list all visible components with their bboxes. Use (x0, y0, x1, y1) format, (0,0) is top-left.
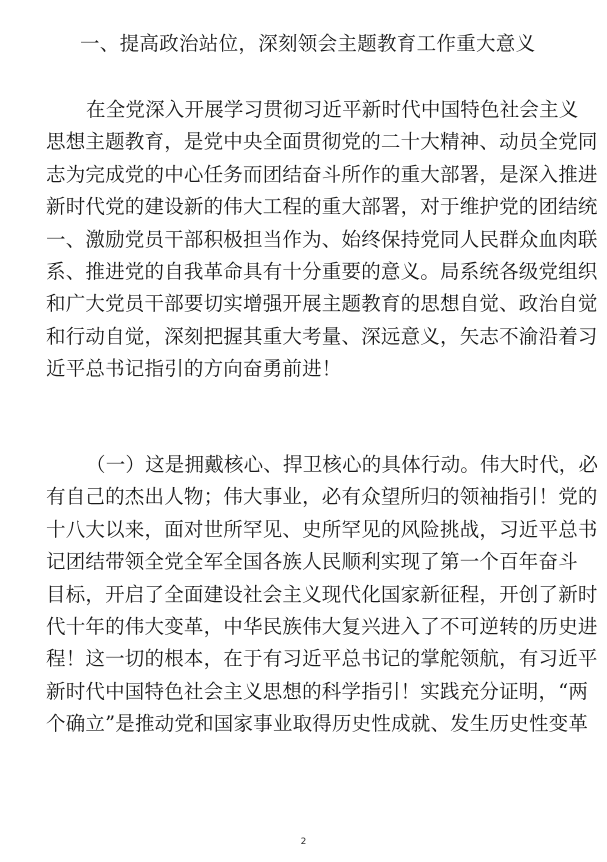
text-line: 个确立”是推动党和国家事业取得历史性成就、发生历史性变革 (46, 712, 589, 736)
paragraph-core-leadership (46, 449, 599, 741)
text-line: （一）这是拥戴核心、捍卫核心的具体行动。伟大时代，必 (86, 453, 599, 476)
text-line: 新时代党的建设新的伟大工程的重大部署，对于维护党的团结统 (46, 195, 598, 219)
text-line: 在全党深入开展学习贯彻习近平新时代中国特色社会主义 (86, 98, 579, 121)
text-line: 和广大党员干部要切实增强开展主题教育的思想自觉、政治自觉 (46, 292, 598, 316)
text-line: 程！这一切的根本，在于有习近平总书记的掌舵领航，有习近平 (46, 647, 598, 671)
text-line: 代十年的伟大变革，中华民族伟大复兴进入了不可逆转的历史进 (46, 615, 598, 639)
text-line: 一、激励党员干部积极担当作为、始终保持党同人民群众血肉联 (46, 227, 598, 251)
section-heading: 一、提高政治站位，深刻领会主题教育工作重大意义 (80, 32, 536, 55)
text-line: 十八大以来，面对世所罕见、史所罕见的风险挑战，习近平总书 (46, 517, 598, 541)
text-line: 目标，开启了全面建设社会主义现代化国家新征程，开创了新时 (46, 582, 598, 606)
text-line: 志为完成党的中心任务而团结奋斗所作的重大部署，是深入推进 (46, 162, 598, 186)
text-line: 有自己的杰出人物；伟大事业，必有众望所归的领袖指引！党的 (46, 485, 598, 509)
text-line: 和行动自觉，深刻把握其重大考量、深远意义，矢志不渝沿着习 (46, 324, 598, 348)
text-line: 新时代中国特色社会主义思想的科学指引！实践充分证明，“两 (46, 679, 589, 703)
text-line: 记团结带领全党全军全国各族人民顺利实现了第一个百年奋斗 (46, 550, 578, 574)
text-line: 近平总书记指引的方向奋勇前进！ (46, 357, 342, 381)
text-line: 思想主题教育，是党中央全面贯彻党的二十大精神、动员全党同 (46, 130, 598, 154)
text-line: 系、推进党的自我革命具有十分重要的意义。局系统各级党组织 (46, 260, 598, 284)
page-number: 2 (300, 837, 307, 847)
paragraph-significance (46, 94, 598, 386)
